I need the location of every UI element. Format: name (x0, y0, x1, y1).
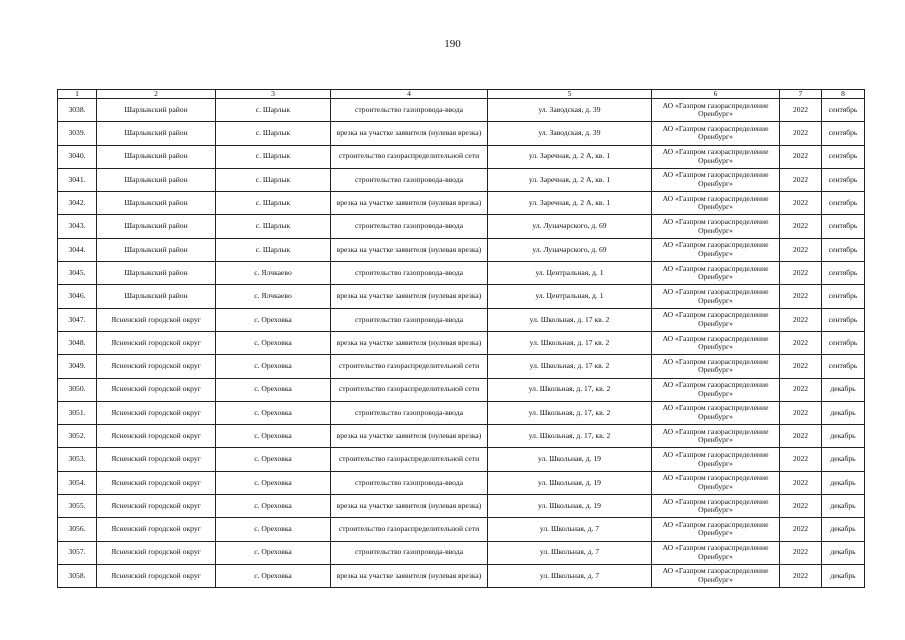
work-type-cell: строительство газопровода-ввода (331, 262, 488, 285)
row-number: 3050. (58, 378, 97, 401)
organization-cell: АО «Газпром газораспределение Оренбург» (652, 285, 780, 308)
table-row (58, 495, 865, 518)
district-cell: Шарлыкский район (97, 238, 216, 261)
year-cell: 2022 (780, 238, 822, 261)
month-cell: сентябрь (822, 145, 865, 168)
organization-cell: АО «Газпром газораспределение Оренбург» (652, 425, 780, 448)
district-cell: Ясненский городской округ (97, 448, 216, 471)
district-cell: Ясненский городской округ (97, 518, 216, 541)
table-row (58, 541, 865, 564)
year-cell: 2022 (780, 215, 822, 238)
organization-cell: АО «Газпром газораспределение Оренбург» (652, 495, 780, 518)
year-cell: 2022 (780, 355, 822, 378)
district-cell: Шарлыкский район (97, 99, 216, 122)
district-cell: Ясненский городской округ (97, 355, 216, 378)
organization-cell: АО «Газпром газораспределение Оренбург» (652, 541, 780, 564)
table-row (58, 425, 865, 448)
address-cell: ул. Луначарского, д. 69 (488, 215, 652, 238)
row-number: 3051. (58, 401, 97, 424)
month-cell: сентябрь (822, 215, 865, 238)
work-type-cell: строительство газопровода-ввода (331, 168, 488, 191)
row-number: 3047. (58, 308, 97, 331)
address-cell: ул. Центральная, д. 1 (488, 285, 652, 308)
organization-cell: АО «Газпром газораспределение Оренбург» (652, 308, 780, 331)
month-cell: декабрь (822, 518, 865, 541)
year-cell: 2022 (780, 192, 822, 215)
work-type-cell: врезка на участке заявителя (нулевая врезка) (331, 238, 488, 261)
organization-cell: АО «Газпром газораспределение Оренбург» (652, 192, 780, 215)
table-row (58, 238, 865, 261)
column-header-7: 7 (780, 90, 822, 99)
district-cell: Шарлыкский район (97, 168, 216, 191)
address-cell: ул. Заводская, д. 39 (488, 99, 652, 122)
column-header-1: 1 (58, 90, 97, 99)
organization-cell: АО «Газпром газораспределение Оренбург» (652, 355, 780, 378)
row-number: 3039. (58, 122, 97, 145)
district-cell: Ясненский городской округ (97, 425, 216, 448)
locality-cell: с. Шарлык (216, 168, 331, 191)
row-number: 3042. (58, 192, 97, 215)
work-type-cell: врезка на участке заявителя (нулевая врезка) (331, 192, 488, 215)
organization-cell: АО «Газпром газораспределение Оренбург» (652, 518, 780, 541)
table-row (58, 308, 865, 331)
district-cell: Ясненский городской округ (97, 495, 216, 518)
column-header-8: 8 (822, 90, 865, 99)
address-cell: ул. Заречная, д. 2 А, кв. 1 (488, 145, 652, 168)
row-number: 3040. (58, 145, 97, 168)
organization-cell: АО «Газпром газораспределение Оренбург» (652, 331, 780, 354)
work-type-cell: строительство газораспределительной сети (331, 518, 488, 541)
row-number: 3049. (58, 355, 97, 378)
row-number: 3045. (58, 262, 97, 285)
header-row (58, 90, 865, 99)
organization-cell: АО «Газпром газораспределение Оренбург» (652, 262, 780, 285)
table-row (58, 145, 865, 168)
column-header-3: 3 (216, 90, 331, 99)
year-cell: 2022 (780, 262, 822, 285)
year-cell: 2022 (780, 401, 822, 424)
locality-cell: с. Шарлык (216, 192, 331, 215)
page-number: 190 (444, 38, 461, 50)
year-cell: 2022 (780, 518, 822, 541)
address-cell: ул. Луначарского, д. 69 (488, 238, 652, 261)
address-cell: ул. Школьная, д. 17, кв. 2 (488, 378, 652, 401)
work-type-cell: врезка на участке заявителя (нулевая врезка) (331, 564, 488, 587)
district-cell: Ясненский городской округ (97, 564, 216, 587)
table-body (58, 99, 865, 588)
work-type-cell: врезка на участке заявителя (нулевая врезка) (331, 425, 488, 448)
row-number: 3048. (58, 331, 97, 354)
address-cell: ул. Школьная, д. 7 (488, 518, 652, 541)
locality-cell: с. Ореховка (216, 425, 331, 448)
locality-cell: с. Шарлык (216, 215, 331, 238)
table-row (58, 331, 865, 354)
address-cell: ул. Школьная, д. 17, кв. 2 (488, 425, 652, 448)
row-number: 3056. (58, 518, 97, 541)
month-cell: сентябрь (822, 308, 865, 331)
column-header-4: 4 (331, 90, 488, 99)
data-table (57, 89, 865, 588)
locality-cell: с. Ялчкаево (216, 285, 331, 308)
month-cell: сентябрь (822, 168, 865, 191)
table-row (58, 471, 865, 494)
organization-cell: АО «Газпром газораспределение Оренбург» (652, 99, 780, 122)
locality-cell: с. Ореховка (216, 448, 331, 471)
month-cell: декабрь (822, 448, 865, 471)
locality-cell: с. Ореховка (216, 331, 331, 354)
month-cell: декабрь (822, 495, 865, 518)
organization-cell: АО «Газпром газораспределение Оренбург» (652, 238, 780, 261)
month-cell: сентябрь (822, 122, 865, 145)
column-header-2: 2 (97, 90, 216, 99)
address-cell: ул. Заречная, д. 2 А, кв. 1 (488, 192, 652, 215)
work-type-cell: врезка на участке заявителя (нулевая врезка) (331, 122, 488, 145)
year-cell: 2022 (780, 541, 822, 564)
locality-cell: с. Шарлык (216, 238, 331, 261)
row-number: 3038. (58, 99, 97, 122)
month-cell: сентябрь (822, 285, 865, 308)
address-cell: ул. Центральная, д. 1 (488, 262, 652, 285)
column-header-6: 6 (652, 90, 780, 99)
work-type-cell: строительство газопровода-ввода (331, 541, 488, 564)
month-cell: декабрь (822, 378, 865, 401)
month-cell: сентябрь (822, 262, 865, 285)
district-cell: Шарлыкский район (97, 285, 216, 308)
year-cell: 2022 (780, 471, 822, 494)
table-row (58, 285, 865, 308)
locality-cell: с. Ореховка (216, 355, 331, 378)
locality-cell: с. Шарлык (216, 122, 331, 145)
address-cell: ул. Школьная, д. 7 (488, 541, 652, 564)
locality-cell: с. Ореховка (216, 401, 331, 424)
year-cell: 2022 (780, 331, 822, 354)
organization-cell: АО «Газпром газораспределение Оренбург» (652, 401, 780, 424)
organization-cell: АО «Газпром газораспределение Оренбург» (652, 378, 780, 401)
district-cell: Шарлыкский район (97, 215, 216, 238)
organization-cell: АО «Газпром газораспределение Оренбург» (652, 564, 780, 587)
organization-cell: АО «Газпром газораспределение Оренбург» (652, 122, 780, 145)
year-cell: 2022 (780, 564, 822, 587)
address-cell: ул. Школьная, д. 19 (488, 471, 652, 494)
organization-cell: АО «Газпром газораспределение Оренбург» (652, 168, 780, 191)
organization-cell: АО «Газпром газораспределение Оренбург» (652, 145, 780, 168)
address-cell: ул. Заречная, д. 2 А, кв. 1 (488, 168, 652, 191)
year-cell: 2022 (780, 99, 822, 122)
address-cell: ул. Школьная, д. 17, кв. 2 (488, 401, 652, 424)
work-type-cell: строительство газопровода-ввода (331, 401, 488, 424)
month-cell: сентябрь (822, 192, 865, 215)
table-row (58, 168, 865, 191)
district-cell: Шарлыкский район (97, 145, 216, 168)
month-cell: декабрь (822, 541, 865, 564)
work-type-cell: врезка на участке заявителя (нулевая врезка) (331, 495, 488, 518)
locality-cell: с. Ореховка (216, 471, 331, 494)
month-cell: сентябрь (822, 331, 865, 354)
work-type-cell: строительство газораспределительной сети (331, 355, 488, 378)
organization-cell: АО «Газпром газораспределение Оренбург» (652, 215, 780, 238)
locality-cell: с. Шарлык (216, 145, 331, 168)
year-cell: 2022 (780, 448, 822, 471)
work-type-cell: строительство газопровода-ввода (331, 308, 488, 331)
locality-cell: с. Ореховка (216, 564, 331, 587)
work-type-cell: строительство газораспределительной сети (331, 448, 488, 471)
table-row (58, 122, 865, 145)
row-number: 3043. (58, 215, 97, 238)
row-number: 3052. (58, 425, 97, 448)
locality-cell: с. Ялчкаево (216, 262, 331, 285)
column-header-5: 5 (488, 90, 652, 99)
address-cell: ул. Школьная, д. 17 кв. 2 (488, 331, 652, 354)
district-cell: Ясненский городской округ (97, 308, 216, 331)
year-cell: 2022 (780, 122, 822, 145)
table-row (58, 564, 865, 587)
district-cell: Шарлыкский район (97, 262, 216, 285)
district-cell: Ясненский городской округ (97, 378, 216, 401)
year-cell: 2022 (780, 495, 822, 518)
work-type-cell: врезка на участке заявителя (нулевая врезка) (331, 331, 488, 354)
work-type-cell: строительство газопровода-ввода (331, 215, 488, 238)
row-number: 3057. (58, 541, 97, 564)
table-row (58, 355, 865, 378)
year-cell: 2022 (780, 145, 822, 168)
district-cell: Шарлыкский район (97, 122, 216, 145)
table-row (58, 215, 865, 238)
locality-cell: с. Ореховка (216, 495, 331, 518)
work-type-cell: строительство газопровода-ввода (331, 99, 488, 122)
district-cell: Шарлыкский район (97, 192, 216, 215)
month-cell: сентябрь (822, 355, 865, 378)
year-cell: 2022 (780, 285, 822, 308)
row-number: 3054. (58, 471, 97, 494)
address-cell: ул. Школьная, д. 7 (488, 564, 652, 587)
table-row (58, 448, 865, 471)
month-cell: декабрь (822, 471, 865, 494)
row-number: 3058. (58, 564, 97, 587)
locality-cell: с. Ореховка (216, 518, 331, 541)
district-cell: Ясненский городской округ (97, 541, 216, 564)
work-type-cell: строительство газораспределительной сети (331, 378, 488, 401)
district-cell: Ясненский городской округ (97, 471, 216, 494)
district-cell: Ясненский городской округ (97, 331, 216, 354)
district-cell: Ясненский городской округ (97, 401, 216, 424)
table-row (58, 518, 865, 541)
address-cell: ул. Школьная, д. 19 (488, 448, 652, 471)
year-cell: 2022 (780, 378, 822, 401)
locality-cell: с. Ореховка (216, 378, 331, 401)
year-cell: 2022 (780, 168, 822, 191)
month-cell: сентябрь (822, 238, 865, 261)
month-cell: декабрь (822, 401, 865, 424)
work-type-cell: строительство газораспределительной сети (331, 145, 488, 168)
row-number: 3046. (58, 285, 97, 308)
row-number: 3055. (58, 495, 97, 518)
work-type-cell: врезка на участке заявителя (нулевая врезка) (331, 285, 488, 308)
table-row (58, 192, 865, 215)
work-type-cell: строительство газопровода-ввода (331, 471, 488, 494)
organization-cell: АО «Газпром газораспределение Оренбург» (652, 448, 780, 471)
year-cell: 2022 (780, 425, 822, 448)
locality-cell: с. Ореховка (216, 308, 331, 331)
table-row (58, 99, 865, 122)
address-cell: ул. Школьная, д. 17 кв. 2 (488, 355, 652, 378)
locality-cell: с. Шарлык (216, 99, 331, 122)
table-row (58, 378, 865, 401)
month-cell: декабрь (822, 425, 865, 448)
table-row (58, 262, 865, 285)
month-cell: сентябрь (822, 99, 865, 122)
table-row (58, 401, 865, 424)
organization-cell: АО «Газпром газораспределение Оренбург» (652, 471, 780, 494)
address-cell: ул. Школьная, д. 19 (488, 495, 652, 518)
month-cell: декабрь (822, 564, 865, 587)
year-cell: 2022 (780, 308, 822, 331)
address-cell: ул. Заводская, д. 39 (488, 122, 652, 145)
locality-cell: с. Ореховка (216, 541, 331, 564)
row-number: 3053. (58, 448, 97, 471)
row-number: 3041. (58, 168, 97, 191)
address-cell: ул. Школьная, д. 17 кв. 2 (488, 308, 652, 331)
row-number: 3044. (58, 238, 97, 261)
